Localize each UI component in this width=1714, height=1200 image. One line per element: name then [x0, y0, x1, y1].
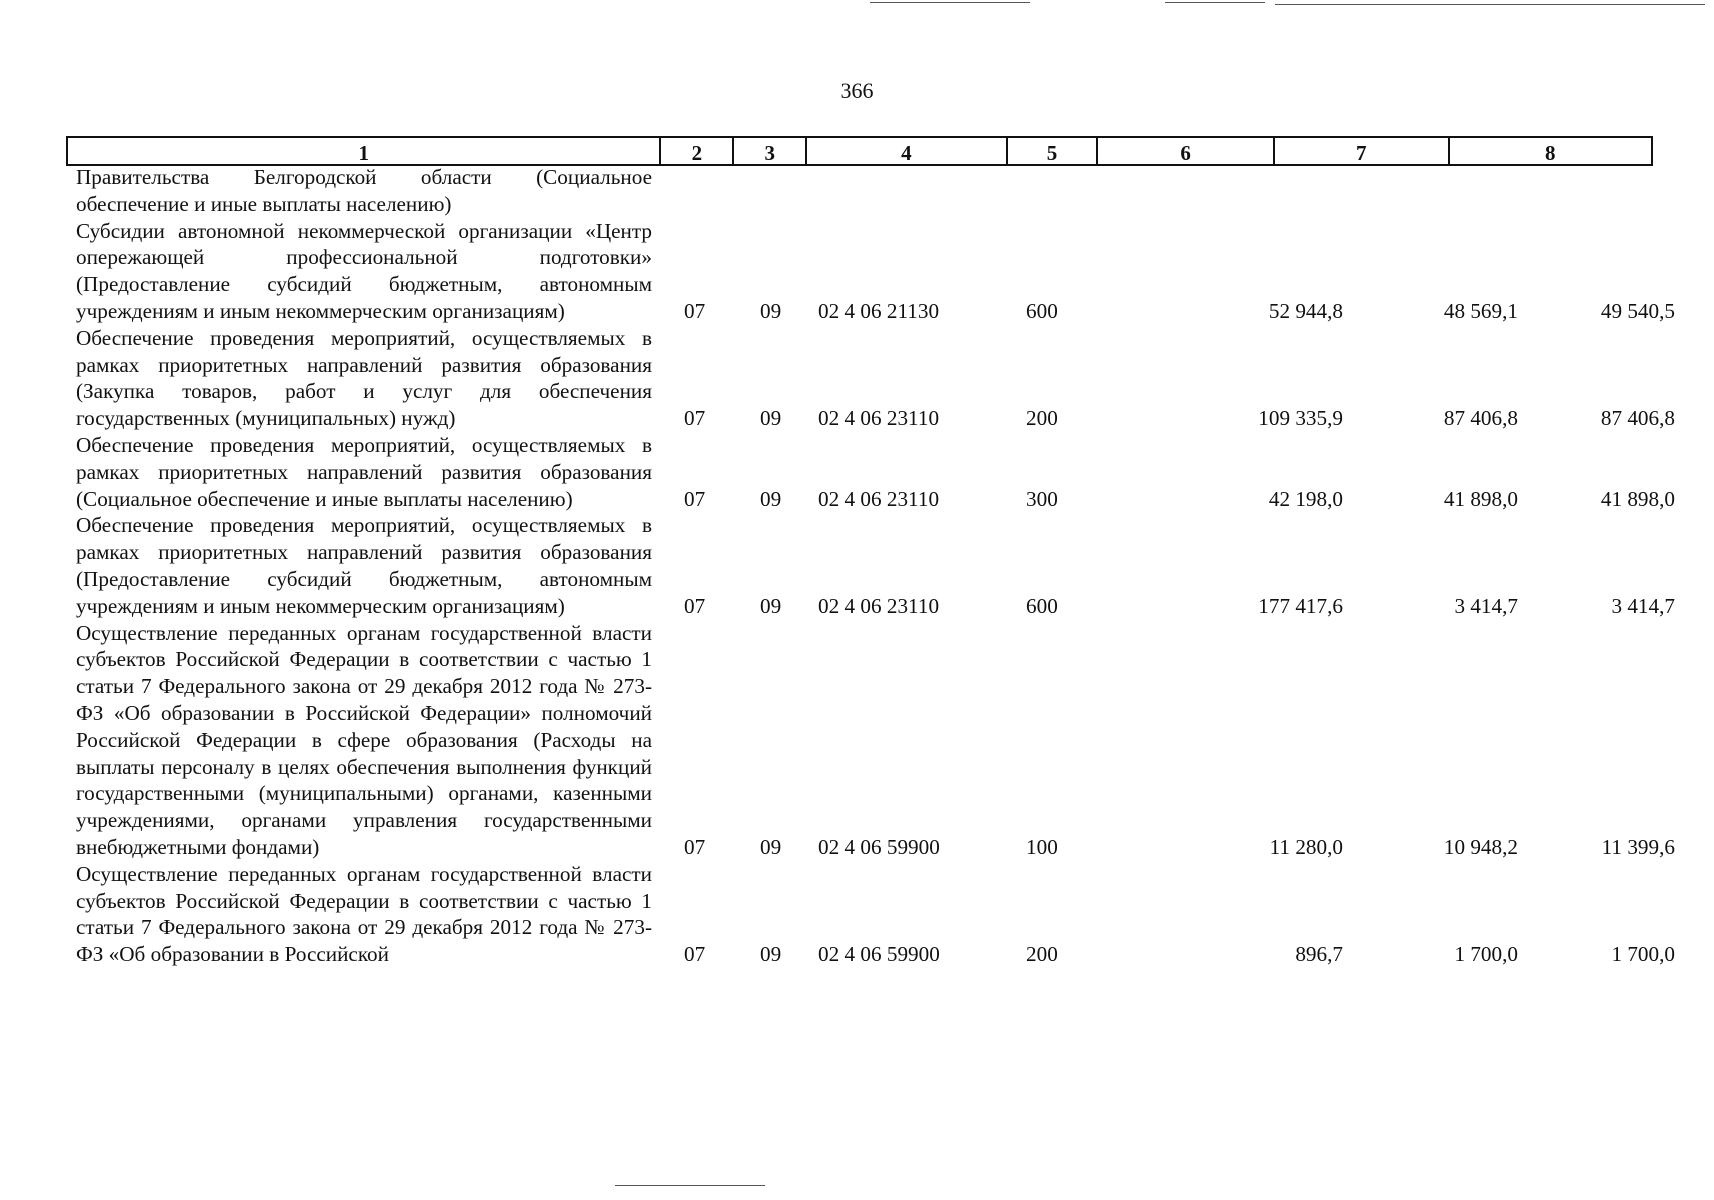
scan-artifact-top-2: [1165, 2, 1265, 3]
row-description: Осуществление переданных органам государственной власти субъектов Российской Федерации в соответствии с частью 1 статьи 7 Федерального закона от 29 декабря 2012 года № 273-ФЗ «Об образовании в Российской: [76, 861, 652, 967]
row-section: 07: [684, 593, 706, 618]
header-col-7: 7: [1275, 138, 1450, 164]
row-amount-col7: 41 898,0: [1443, 486, 1518, 511]
row-amount-col6: 42 198,0: [1268, 486, 1343, 511]
row-amount-col7: 48 569,1: [1443, 298, 1518, 323]
table-header: [66, 136, 1653, 166]
table-row: [76, 620, 1675, 861]
scan-artifact-top-1: [870, 2, 1030, 3]
row-amount-col7: 1 700,0: [1454, 942, 1518, 967]
row-target-code: 02 4 06 23110: [818, 406, 940, 431]
row-description: Субсидии автономной некоммерческой организации «Центр опережающей профессиональной подготовки» (Предоставление субсидий бюджетным, автономным учреждениям и иным некоммерческим организациям): [76, 218, 652, 323]
row-subsection: 09: [760, 406, 782, 431]
row-expense-type: 100: [1026, 834, 1058, 859]
row-target-code: 02 4 06 23110: [818, 486, 940, 511]
table-row: [76, 325, 1675, 432]
row-amount-col6: 11 280,0: [1269, 834, 1343, 859]
row-section: 07: [684, 298, 706, 323]
row-amount-col8: 41 898,0: [1600, 486, 1675, 511]
header-col-6: 6: [1098, 138, 1275, 164]
row-target-code: 02 4 06 59900: [818, 942, 940, 967]
row-amount-col6: 109 335,9: [1258, 406, 1343, 431]
row-amount-col6: 52 944,8: [1268, 298, 1343, 323]
row-amount-col7: 87 406,8: [1443, 406, 1518, 431]
row-subsection: 09: [760, 942, 782, 967]
table-row: [76, 512, 1675, 619]
row-amount-col6: 177 417,6: [1258, 593, 1343, 618]
row-section: 07: [684, 406, 706, 431]
row-expense-type: 600: [1026, 593, 1058, 618]
header-col-5: 5: [1008, 138, 1099, 164]
row-section: 07: [684, 486, 706, 511]
row-amount-col8: 49 540,5: [1600, 298, 1675, 323]
scan-artifact-bottom: [615, 1185, 765, 1186]
page-number: 366: [840, 78, 874, 103]
header-col-1: 1: [68, 138, 661, 164]
row-description: Осуществление переданных органам государственной власти субъектов Российской Федерации в соответствии с частью 1 статьи 7 Федерального закона от 29 декабря 2012 года № 273-ФЗ «Об образовании в Российской Федерации» полномочий Российской Федерации в сфере образования (Расходы на выплаты персоналу в целях обеспечения выполнения функций государственными (муниципальными) органами, казенными учреждениями, органами управления государственными внебюджетными фондами): [76, 620, 652, 859]
row-section: 07: [684, 942, 706, 967]
row-subsection: 09: [760, 486, 782, 511]
scan-artifact-top-3: [1275, 4, 1705, 5]
row-target-code: 02 4 06 23110: [818, 593, 940, 618]
table-row: [76, 164, 1656, 218]
row-section: 07: [684, 834, 706, 859]
table-row: [76, 218, 1675, 325]
row-subsection: 09: [760, 834, 782, 859]
table-body: [76, 164, 1675, 968]
row-description: Обеспечение проведения мероприятий, осуществляемых в рамках приоритетных направлений развития образования (Предоставление субсидий бюджетным, автономным учреждениям и иным некоммерческим организациям): [76, 513, 652, 618]
row-amount-col8: 11 399,6: [1601, 834, 1675, 859]
row-subsection: 09: [760, 593, 782, 618]
row-description: Обеспечение проведения мероприятий, осуществляемых в рамках приоритетных направлений развития образования (Закупка товаров, работ и услуг для обеспечения государственных (муниципальных) нужд): [76, 325, 652, 431]
header-col-3: 3: [734, 138, 807, 164]
row-amount-col8: 87 406,8: [1600, 406, 1675, 431]
header-col-4: 4: [807, 138, 1008, 164]
row-description: Обеспечение проведения мероприятий, осуществляемых в рамках приоритетных направлений развития образования (Социальное обеспечение и иные выплаты населению): [76, 432, 652, 511]
row-amount-col8: 1 700,0: [1611, 942, 1675, 967]
row-target-code: 02 4 06 21130: [818, 298, 940, 323]
row-amount-col7: 10 948,2: [1443, 834, 1518, 859]
row-expense-type: 300: [1026, 486, 1058, 511]
table-row: [76, 861, 1675, 968]
row-amount-col8: 3 414,7: [1611, 593, 1675, 618]
header-col-8: 8: [1545, 141, 1556, 165]
row-amount-col6: 896,7: [1295, 942, 1343, 967]
row-expense-type: 200: [1026, 942, 1058, 967]
row-subsection: 09: [760, 298, 782, 323]
row-amount-col7: 3 414,7: [1454, 593, 1518, 618]
row-target-code: 02 4 06 59900: [818, 834, 940, 859]
table-row: [76, 432, 1675, 512]
row-expense-type: 200: [1026, 406, 1058, 431]
row-description: Правительства Белгородской области (Социальное обеспечение и иные выплаты населению): [76, 165, 652, 216]
row-expense-type: 600: [1026, 298, 1058, 323]
header-col-2: 2: [661, 138, 734, 164]
